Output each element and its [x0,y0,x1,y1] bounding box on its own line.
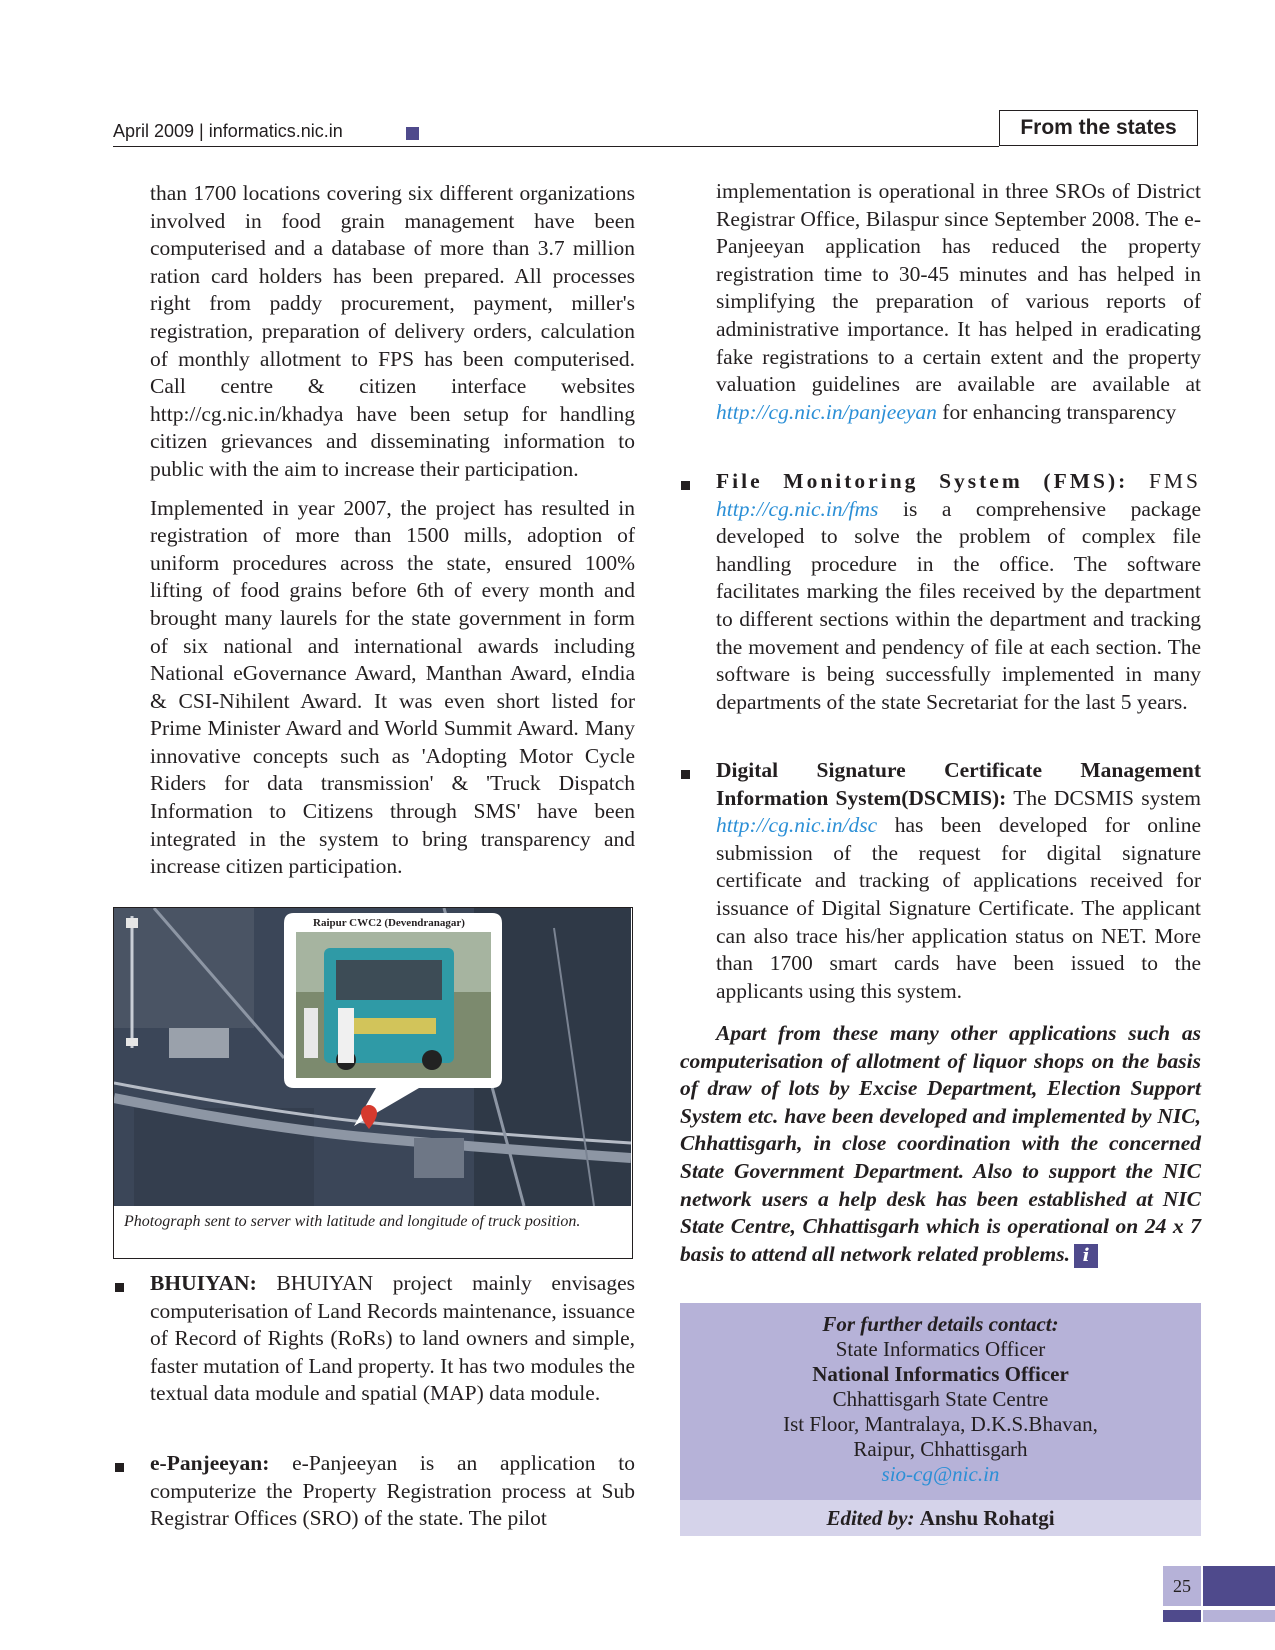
bhuiyan-item [150,1270,635,1408]
info-icon: i [1074,1244,1098,1268]
issue-line: April 2009 | informatics.nic.in [113,121,343,141]
fms-text: is a comprehensive package developed to solve the problem of complex file handling procedure in the office. The software facilitates marking the files received by the department to different sections within the department and tracking the movement and pendency of file at each section. The software is being successfully implemented in many departments of the state Secretariat for the last 5 years. [716,496,1201,714]
figure [113,907,633,1259]
paragraph-2: Implemented in year 2007, the project has resulted in registration of more than 1500 mills, adoption of uniform procedures across the state, ensured 100% lifting of food grains before 6th of every month and brought many laurels for the state government in form of six national and international awards including National eGovernance Award, Manthan Award, eIndia & CSI-Nihilent Award. It was even short listed for Prime Minister Award and World Summit Award. Many innovative concepts such as 'Adopting Motor Cycle Riders for data transmission' & 'Truck Dispatch Information to Citizens through SMS' have been integrated in the system to bring transparency and increase citizen participation. [150,495,635,879]
page-decoration [1163,1610,1201,1622]
map-photo [114,908,631,1206]
bullet-icon [115,1283,124,1292]
fms-title: File Monitoring System (FMS): [716,469,1129,493]
edited-by [680,1500,1201,1536]
panjeeyan-text: e-Panjeeyan is an application to computerize the Property Registration process at Sub Registrar Offices (SRO) of the state. The pilot [150,1451,635,1531]
dscmis-title: Digital Signature Certificate Management Information System(DSCMIS): [716,758,1201,810]
paragraph-1: than 1700 locations covering six different organizations involved in food grain management have been computerised and a database of more than 3.7 million ration card holders has been prepared. All processes right from paddy procurement, payment, miller's registration, preparation of delivery orders, calculation of monthly allotment to FPS has been computerised. Call centre & citizen interface websites http://cg.nic.in/khadya have been setup for handling citizen grievances and disseminating information to public with the aim to increase their participation. [150,181,635,481]
page-number: 25 [1163,1566,1201,1606]
dscmis-item [716,757,1201,1005]
page-decoration [1203,1610,1275,1622]
continuation-text-end: for enhancing transparency [936,399,1177,424]
fms-link[interactable]: http://cg.nic.in/fms [716,496,879,521]
photo-label: Raipur CWC2 (Devendranagar) [313,917,465,929]
closing-text: Apart from these many other applications such as computerisation of allotment of liquor shops on the basis of draw of lots by Excise Department, Election Support System etc. have been developed and implemented by NIC, Chhattisgarh, in close coordination with the concerned State Government Department. Also to support the NIC network users a help desk has been established at NIC State Centre, Chhattisgarh which is operational on 24 x 7 basis to attend all network related problems. [680,1021,1201,1266]
header-square-icon [406,127,419,140]
dscmis-prefix: The DCSMIS system [1006,785,1201,810]
contact-line: Ist Floor, Mantralaya, D.K.S.Bhavan, [783,1412,1098,1436]
fms-prefix: FMS [1128,469,1201,493]
bullet-icon [681,770,690,779]
contact-line: State Informatics Officer [835,1337,1046,1361]
continuation-text: implementation is operational in three SROs of District Registrar Office, Bilaspur since September 2008. The e-Panjeeyan application has reduced the property registration time to 30-45 minutes and has helped in simplifying the preparation of various reports of administrative importance. It has helped in eradicating fake registrations to a certain extent and the property valuation guidelines are available are available at [716,179,1201,397]
header-rule [113,146,999,147]
bullet-icon [115,1463,124,1472]
bhuiyan-text: BHUIYAN project mainly envisages computerisation of Land Records maintenance, issuance of Record of Rights (RoRs) to land owners and simple, faster mutation of Land property. It has two modules the textual data module and spatial (MAP) data module. [150,1271,635,1406]
contact-email-link[interactable]: sio-cg@nic.in [881,1462,1000,1486]
contact-line: Chhattisgarh State Centre [832,1387,1049,1411]
bhuiyan-title: BHUIYAN: [150,1271,257,1295]
contact-heading: For further details contact: [822,1312,1059,1336]
figure-caption: Photograph sent to server with latitude and longitude of truck position. [124,1213,581,1230]
contact-box [680,1303,1201,1500]
left-column-top [150,180,635,881]
contact-line: National Informatics Officer [812,1362,1069,1386]
panjeeyan-continuation [716,178,1201,426]
panjeeyan-title: e-Panjeeyan: [150,1451,270,1475]
dscmis-text: has been developed for online submission of the request for digital signature certificate and tracking of applications received for issuance of Digital Signature Certificate. The applicant can also trace his/her application status on NET. More than 1700 smart cards have been issued to the applicants using this system. [716,813,1201,1003]
dscmis-link[interactable]: http://cg.nic.in/dsc [716,813,878,838]
panjeeyan-item [150,1450,635,1533]
panjeeyan-link[interactable]: http://cg.nic.in/panjeeyan [716,399,937,424]
fms-item [716,468,1201,716]
bullet-icon [681,481,690,490]
section-title: From the states [999,110,1198,146]
edited-label: Edited by: [826,1506,915,1530]
editor-name: Anshu Rohatgi [919,1506,1055,1530]
page-decoration [1203,1566,1275,1606]
closing-paragraph [680,1020,1201,1268]
contact-line: Raipur, Chhattisgarh [853,1437,1028,1461]
